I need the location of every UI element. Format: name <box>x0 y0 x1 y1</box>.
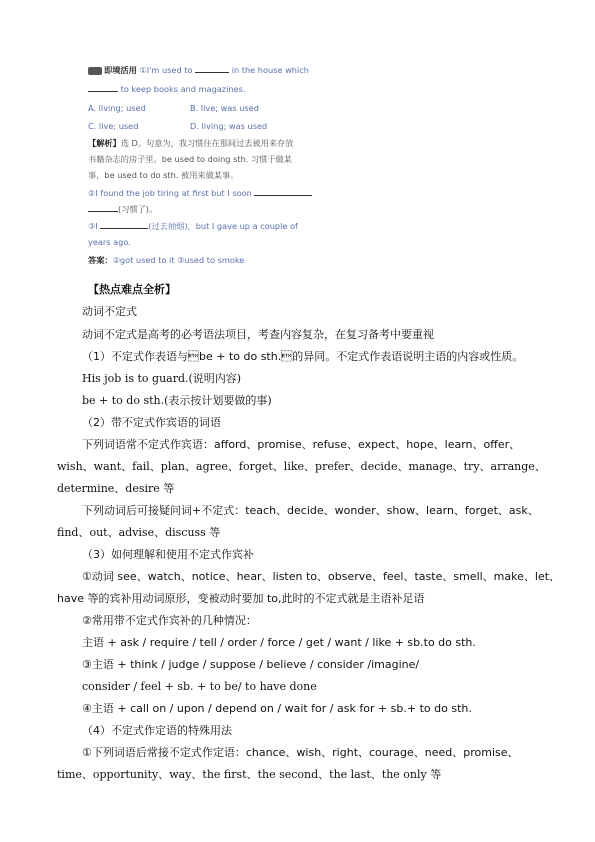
paragraph-line: 动词不定式是高考的必考语法项目，考查内容复杂，在复习备考中要重视 <box>82 328 434 341</box>
paragraph-line: determine、desire 等 <box>57 482 175 495</box>
analysis-text-3: 事，be used to do sth. 被用来做某事。 <box>88 170 239 180</box>
subheading: （3）如何理解和使用不定式作宾补 <box>82 548 254 561</box>
option-a: A. living; used <box>88 103 146 113</box>
paragraph-line: 下列词语常不定式作宾语：afford、promise、refuse、expect、hope、learn、offer、 <box>82 438 521 451</box>
pattern-line: ④主语 + call on / upon / depend on / wait for / ask for + sb.+ to do sth. <box>82 702 472 715</box>
q3-text-b: (过去抽烟)，but I gave up a couple of <box>148 221 298 231</box>
q1-line2-text: to keep books and magazines. <box>120 84 246 94</box>
q1-text-a: ①I'm used to <box>139 65 193 75</box>
pattern-line: ③主语 + think / judge / suppose / believe / consider /imagine/ <box>82 658 420 671</box>
paragraph-line: wish、want、fail、plan、agree、forget、like、prefer、decide、manage、try、arrange、 <box>57 460 546 473</box>
paragraph-line: find、out、advise、discuss 等 <box>57 526 221 539</box>
analysis-text-1: 选 D。句意为，我习惯住在那间过去被用来存放 <box>120 138 294 148</box>
example-line: be + to do sth.(表示按计划要做的事) <box>82 394 272 407</box>
pattern-line: consider / feel + sb. + to be/ to have done <box>82 680 317 693</box>
q3-line2-text: years ago. <box>88 237 131 247</box>
paragraph-line: time、opportunity、way、the first、the second、the last、the only 等 <box>57 768 442 781</box>
example-line: His job is to guard.(说明内容) <box>82 372 242 385</box>
option-d: D. living; was used <box>190 121 268 131</box>
q2-hint: (习惯了)。 <box>118 204 158 214</box>
q3-text-a: ③I <box>88 221 98 231</box>
q1-text-b: in the house which <box>231 65 309 75</box>
paragraph-line: 下列动词后可接疑问词+不定式：teach、decide、wonder、show、learn、forget、ask、 <box>82 504 539 517</box>
option-b: B. live; was used <box>190 103 259 113</box>
paragraph-line: ①下列词语后常接不定式作定语：chance、wish、right、courage、need、promise、 <box>82 746 519 759</box>
paragraph-line: ①动词 see、watch、notice、hear、listen to、observe、feel、taste、smell、make、let、 <box>82 570 561 583</box>
exercise-title: 即境活用 <box>104 65 137 75</box>
paragraph-line: have 等的宾补用动词原形，变被动时要加 to,此时的不定式就是主语补足语 <box>57 592 425 605</box>
paragraph-line: ②常用带不定式作宾补的几种情况： <box>82 614 257 627</box>
answer-label: 答案： <box>88 255 113 265</box>
subheading: （4）不定式作定语的特殊用法 <box>82 724 232 737</box>
option-c: C. live; used <box>88 121 139 131</box>
paragraph-line: （1）不定式作表语与be + to do sth.的异同。不定式作表语说明主语的内容或性质。 <box>82 350 524 363</box>
pattern-line: 主语 + ask / require / tell / order / force / get / want / like + sb.to do sth. <box>82 636 476 649</box>
answer-text: ②got used to it ③used to smoke <box>112 255 245 265</box>
subheading: （2）带不定式作宾语的词语 <box>82 416 221 429</box>
section-heading: 【热点难点全析】 <box>88 283 176 296</box>
q2-text: ②I found the job tiring at first but I soon <box>88 188 252 198</box>
analysis-label: 【解析】 <box>88 138 121 148</box>
analysis-text-2: 书籍杂志的房子里。be used to doing sth. 习惯于做某 <box>88 154 292 164</box>
topic-title: 动词不定式 <box>82 305 137 318</box>
